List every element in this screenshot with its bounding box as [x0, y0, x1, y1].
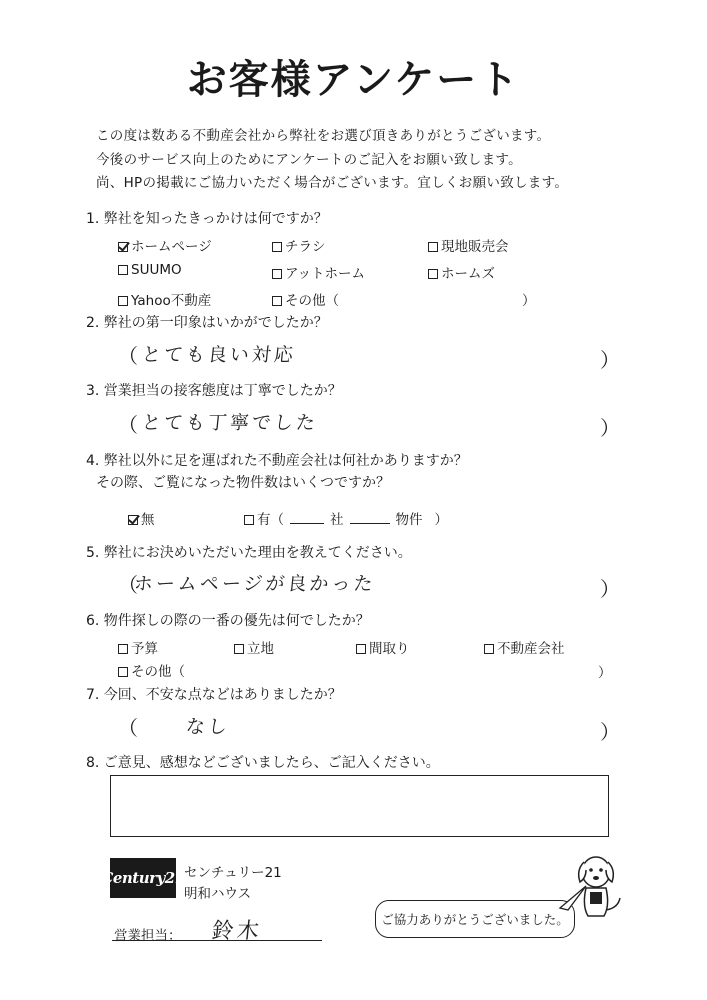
- comment-textarea[interactable]: [110, 775, 609, 837]
- page-title: お客様アンケート: [186, 57, 521, 103]
- checkbox-icon[interactable]: [428, 242, 438, 252]
- q5-open-paren: （: [118, 573, 138, 597]
- q6-option-agency[interactable]: 不動産会社: [484, 637, 565, 657]
- q2-open-paren: （: [118, 344, 138, 368]
- staff-name[interactable]: 鈴木: [210, 919, 264, 944]
- checkbox-icon[interactable]: [118, 644, 128, 654]
- question-1: 1. 弊社を知ったきっかけは何ですか？: [86, 211, 328, 227]
- checkbox-icon[interactable]: [484, 644, 494, 654]
- question-7: 7. 今回、不安な点などはありましたか？: [86, 687, 342, 703]
- q1-option-athome[interactable]: アットホーム: [272, 262, 365, 282]
- checkbox-icon[interactable]: [272, 242, 282, 252]
- q7-answer[interactable]: なし: [184, 716, 232, 738]
- q6-other-close: ）: [598, 665, 612, 681]
- q5-answer[interactable]: ホームページが良かった: [132, 573, 377, 595]
- question-5: 5. 弊社にお決めいただいた理由を教えてください。: [86, 545, 412, 561]
- checkbox-icon[interactable]: [356, 644, 366, 654]
- question-4-line-2: その際、ご覧になった物件数はいくつですか？: [96, 475, 390, 491]
- mascot-dog-icon: [572, 848, 630, 926]
- q4-option-yes[interactable]: 有（ 社 物件 ）: [244, 508, 448, 528]
- q3-open-paren: （: [118, 413, 138, 437]
- checkbox-icon[interactable]: [118, 265, 128, 275]
- checkbox-icon[interactable]: [272, 269, 282, 279]
- q6-option-budget[interactable]: 予算: [118, 637, 158, 657]
- q3-answer[interactable]: とても丁寧でした: [140, 412, 320, 434]
- checkbox-icon[interactable]: [118, 296, 128, 306]
- q1-option-other[interactable]: その他（: [272, 289, 339, 309]
- staff-signature-line: [112, 940, 322, 941]
- q1-option-open-house[interactable]: 現地販売会: [428, 235, 509, 255]
- question-8: 8. ご意見、感想などございましたら、ご記入ください。: [86, 755, 440, 771]
- q1-option-suumo[interactable]: SUUMO: [118, 262, 182, 278]
- q4-option-none[interactable]: 無: [128, 508, 155, 528]
- q5-close-paren: ）: [600, 577, 620, 601]
- q1-other-close: ）: [522, 293, 536, 309]
- intro-line-3: 尚、HPの掲載にご協力いただく場合がございます。宜しくお願い致します。: [96, 175, 569, 191]
- q1-option-flyer[interactable]: チラシ: [272, 235, 326, 255]
- q3-close-paren: ）: [600, 416, 620, 440]
- company-name-line-1: センチュリー21: [184, 865, 282, 881]
- property-count-field[interactable]: [350, 511, 390, 524]
- intro-line-1: この度は数ある不動産会社から弊社をお選び頂きありがとうございます。: [96, 128, 551, 144]
- checkbox-icon[interactable]: [244, 515, 254, 525]
- company-count-field[interactable]: [290, 511, 324, 524]
- q1-option-homes[interactable]: ホームズ: [428, 262, 495, 282]
- q7-open-paren: （: [118, 716, 138, 740]
- q6-option-other[interactable]: その他（: [118, 660, 185, 680]
- q1-option-yahoo[interactable]: Yahoo不動産: [118, 289, 211, 309]
- checkbox-icon[interactable]: [118, 667, 128, 677]
- question-3: 3. 営業担当の接客態度は丁寧でしたか？: [86, 383, 342, 399]
- checkbox-icon[interactable]: [428, 269, 438, 279]
- checkbox-checked-icon[interactable]: [118, 242, 128, 252]
- q2-answer[interactable]: とても良い対応: [140, 344, 298, 366]
- q2-close-paren: ）: [600, 348, 620, 372]
- staff-label: 営業担当：: [114, 928, 182, 944]
- q1-option-homepage[interactable]: ホームページ: [118, 235, 212, 255]
- company-name-line-2: 明和ハウス: [184, 886, 252, 902]
- question-4: 4. 弊社以外に足を運ばれた不動産会社は何社かありますか？: [86, 453, 468, 469]
- q7-close-paren: ）: [600, 720, 620, 744]
- question-6: 6. 物件探しの際の一番の優先は何でしたか？: [86, 613, 370, 629]
- checkbox-icon[interactable]: [234, 644, 244, 654]
- checkbox-checked-icon[interactable]: [128, 515, 138, 525]
- question-2: 2. 弊社の第一印象はいかがでしたか？: [86, 315, 328, 331]
- thanks-text: ご協力ありがとうございました。: [381, 912, 569, 927]
- checkbox-icon[interactable]: [272, 296, 282, 306]
- intro-line-2: 今後のサービス向上のためにアンケートのご記入をお願い致します。: [96, 152, 522, 168]
- q6-option-location[interactable]: 立地: [234, 637, 274, 657]
- q6-option-floorplan[interactable]: 間取り: [356, 637, 410, 657]
- century21-logo: Century21: [110, 858, 176, 898]
